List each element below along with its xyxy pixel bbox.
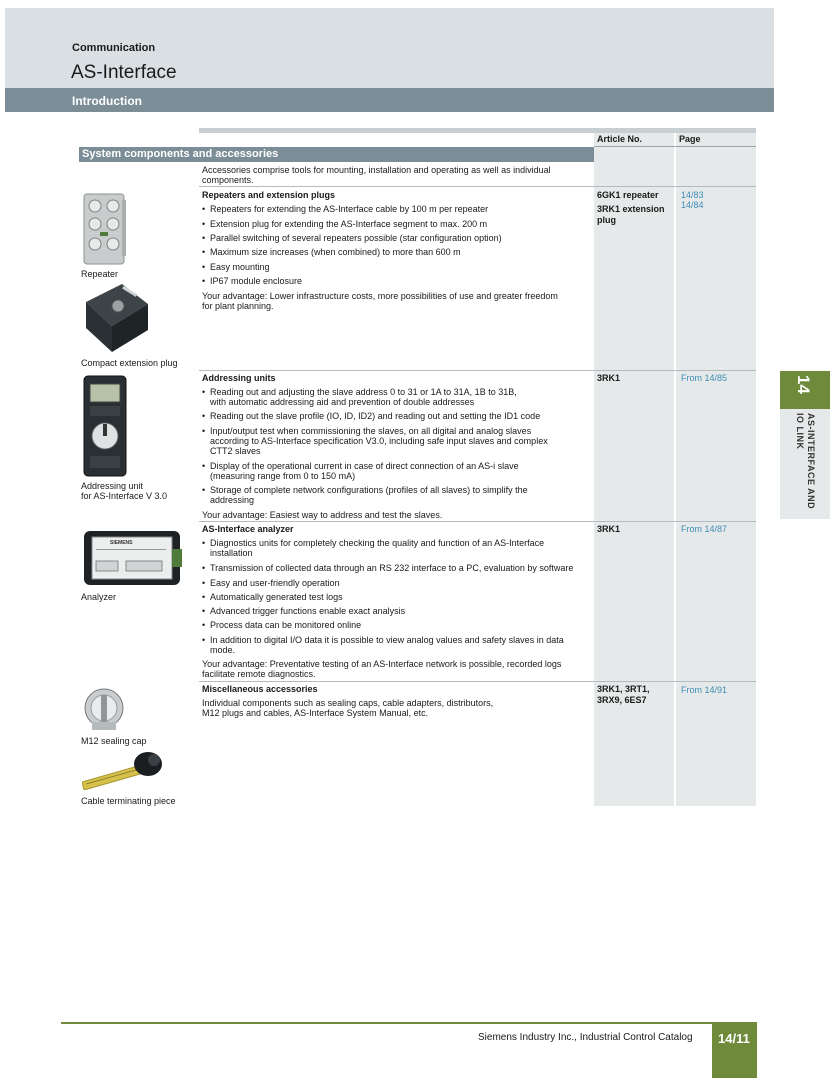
image-caption: Repeater	[81, 269, 119, 279]
list-item-cont: installation	[210, 548, 253, 558]
analyzer-title: AS-Interface analyzer	[202, 524, 294, 534]
page-title: AS-Interface	[71, 62, 177, 83]
page-link[interactable]: From 14/85	[681, 373, 728, 383]
system-components-bar	[79, 147, 594, 162]
page-link[interactable]: From 14/91	[681, 685, 728, 695]
misc-text: M12 plugs and cables, AS-Interface System Manual, etc.	[202, 708, 429, 718]
footer-page-number: 14/11	[718, 1031, 750, 1046]
chapter-number: 14	[794, 375, 813, 394]
advantage-line: Your advantage: Preventative testing of an AS-Interface network is possible, recorded logs	[202, 659, 562, 669]
cable-terminating-image	[82, 748, 166, 790]
article-no: 3RK1	[597, 524, 621, 534]
list-item: • Reading out and adjusting the slave address 0 to 31 or 1A to 31A, 1B to 31B,	[202, 387, 517, 397]
list-item: • Maximum size increases (when combined) to more than 600 m	[202, 247, 461, 257]
addressing-title: Addressing units	[202, 373, 276, 383]
analyzer-brand-text: SIEMENS	[110, 540, 133, 546]
chapter-number-box	[780, 371, 830, 409]
page-header	[5, 8, 774, 88]
repeater-image	[82, 192, 128, 266]
list-item-cont: according to AS-Interface specification V3.0, including safe input slaves and complex	[210, 436, 548, 446]
page-link[interactable]: From 14/87	[681, 524, 728, 534]
list-item: • In addition to digital I/O data it is possible to view analog values and safety slaves in data	[202, 635, 564, 645]
extension-plug-image	[82, 282, 150, 354]
list-item-cont: addressing	[210, 495, 255, 505]
list-item: • Easy and user-friendly operation	[202, 578, 340, 588]
page-link[interactable]: 14/83	[681, 190, 704, 200]
page-link[interactable]: 14/84	[681, 200, 704, 210]
list-item: • Process data can be monitored online	[202, 620, 361, 630]
advantage-line: for plant planning.	[202, 301, 274, 311]
divider	[199, 186, 756, 187]
section-bar	[5, 88, 774, 112]
section-title: Introduction	[72, 94, 142, 108]
list-item: • Storage of complete network configurations (profiles of all slaves) to simplify the	[202, 485, 528, 495]
sealing-cap-image	[82, 686, 126, 732]
image-caption: Analyzer	[81, 592, 117, 602]
misc-title: Miscellaneous accessories	[202, 684, 318, 694]
list-item: • Display of the operational current in case of direct connection of an AS-i slave	[202, 461, 519, 471]
article-no: 3RK1	[597, 373, 621, 383]
misc-text: Individual components such as sealing caps, cable adapters, distributors,	[202, 698, 494, 708]
list-item-cont: CTT2 slaves	[210, 446, 261, 456]
list-item: • Advanced trigger functions enable exact analysis	[202, 606, 405, 616]
repeaters-title: Repeaters and extension plugs	[202, 190, 336, 200]
article-no: 3RK1, 3RT1,	[597, 684, 650, 694]
list-item: • Easy mounting	[202, 262, 270, 272]
article-no: 6GK1 repeater	[597, 190, 659, 200]
footer-rule	[61, 1022, 713, 1024]
image-caption: M12 sealing cap	[81, 736, 147, 746]
image-caption: Cable terminating piece	[81, 796, 176, 806]
divider	[199, 370, 756, 371]
list-item: • Input/output test when commissioning the slaves, on all digital and analog slaves	[202, 426, 531, 436]
header-category: Communication	[72, 42, 156, 54]
divider	[199, 681, 756, 682]
list-item-cont: (measuring range from 0 to 150 mA)	[210, 471, 356, 481]
chapter-tab-label: AS-INTERFACE AND IO LINK	[795, 413, 816, 510]
image-caption: Compact extension plug	[81, 358, 178, 368]
article-no-header: Article No.	[597, 134, 643, 144]
article-no: 3RX9, 6ES7	[597, 695, 647, 705]
page-column	[676, 133, 756, 806]
list-item-cont: with automatic addressing aid and prevention of double addresses	[210, 397, 475, 407]
article-no: plug	[597, 215, 616, 225]
system-components-title: System components and accessories	[82, 148, 279, 160]
footer-page-box	[712, 1022, 757, 1078]
list-item: • Extension plug for extending the AS-Interface segment to max. 200 m	[202, 219, 487, 229]
intro-text: Accessories comprise tools for mounting, installation and operating as well as individual components.	[202, 165, 551, 185]
advantage-line: facilitate remote diagnostics.	[202, 669, 316, 679]
list-item: • Parallel switching of several repeaters possible (star configuration option)	[202, 233, 502, 243]
list-item: • Repeaters for extending the AS-Interface cable by 100 m per repeater	[202, 204, 488, 214]
advantage-line: Your advantage: Easiest way to address and test the slaves.	[202, 510, 443, 520]
image-caption: Addressing unit	[81, 481, 144, 491]
list-item: • IP67 module enclosure	[202, 276, 302, 286]
page-header-col: Page	[679, 134, 701, 144]
addressing-unit-image	[82, 374, 128, 478]
footer-text: Siemens Industry Inc., Industrial Control Catalog	[478, 1032, 693, 1043]
image-caption: for AS-Interface V 3.0	[81, 491, 168, 501]
list-item: • Reading out the slave profile (IO, ID, ID2) and reading out and setting the ID1 code	[202, 411, 540, 421]
header-rule	[594, 146, 756, 147]
analyzer-image	[82, 527, 184, 589]
list-item: • Automatically generated test logs	[202, 592, 343, 602]
list-item: • Diagnostics units for completely checking the quality and function of an AS-Interface	[202, 538, 544, 548]
advantage-line: Your advantage: Lower infrastructure costs, more possibilities of use and greater freedom	[202, 291, 558, 301]
divider	[199, 521, 756, 522]
chapter-tab[interactable]	[780, 371, 830, 519]
list-item-cont: mode.	[210, 645, 236, 655]
article-no: 3RK1 extension	[597, 204, 665, 214]
list-item: • Transmission of collected data through an RS 232 interface to a PC, evaluation by software	[202, 563, 573, 573]
